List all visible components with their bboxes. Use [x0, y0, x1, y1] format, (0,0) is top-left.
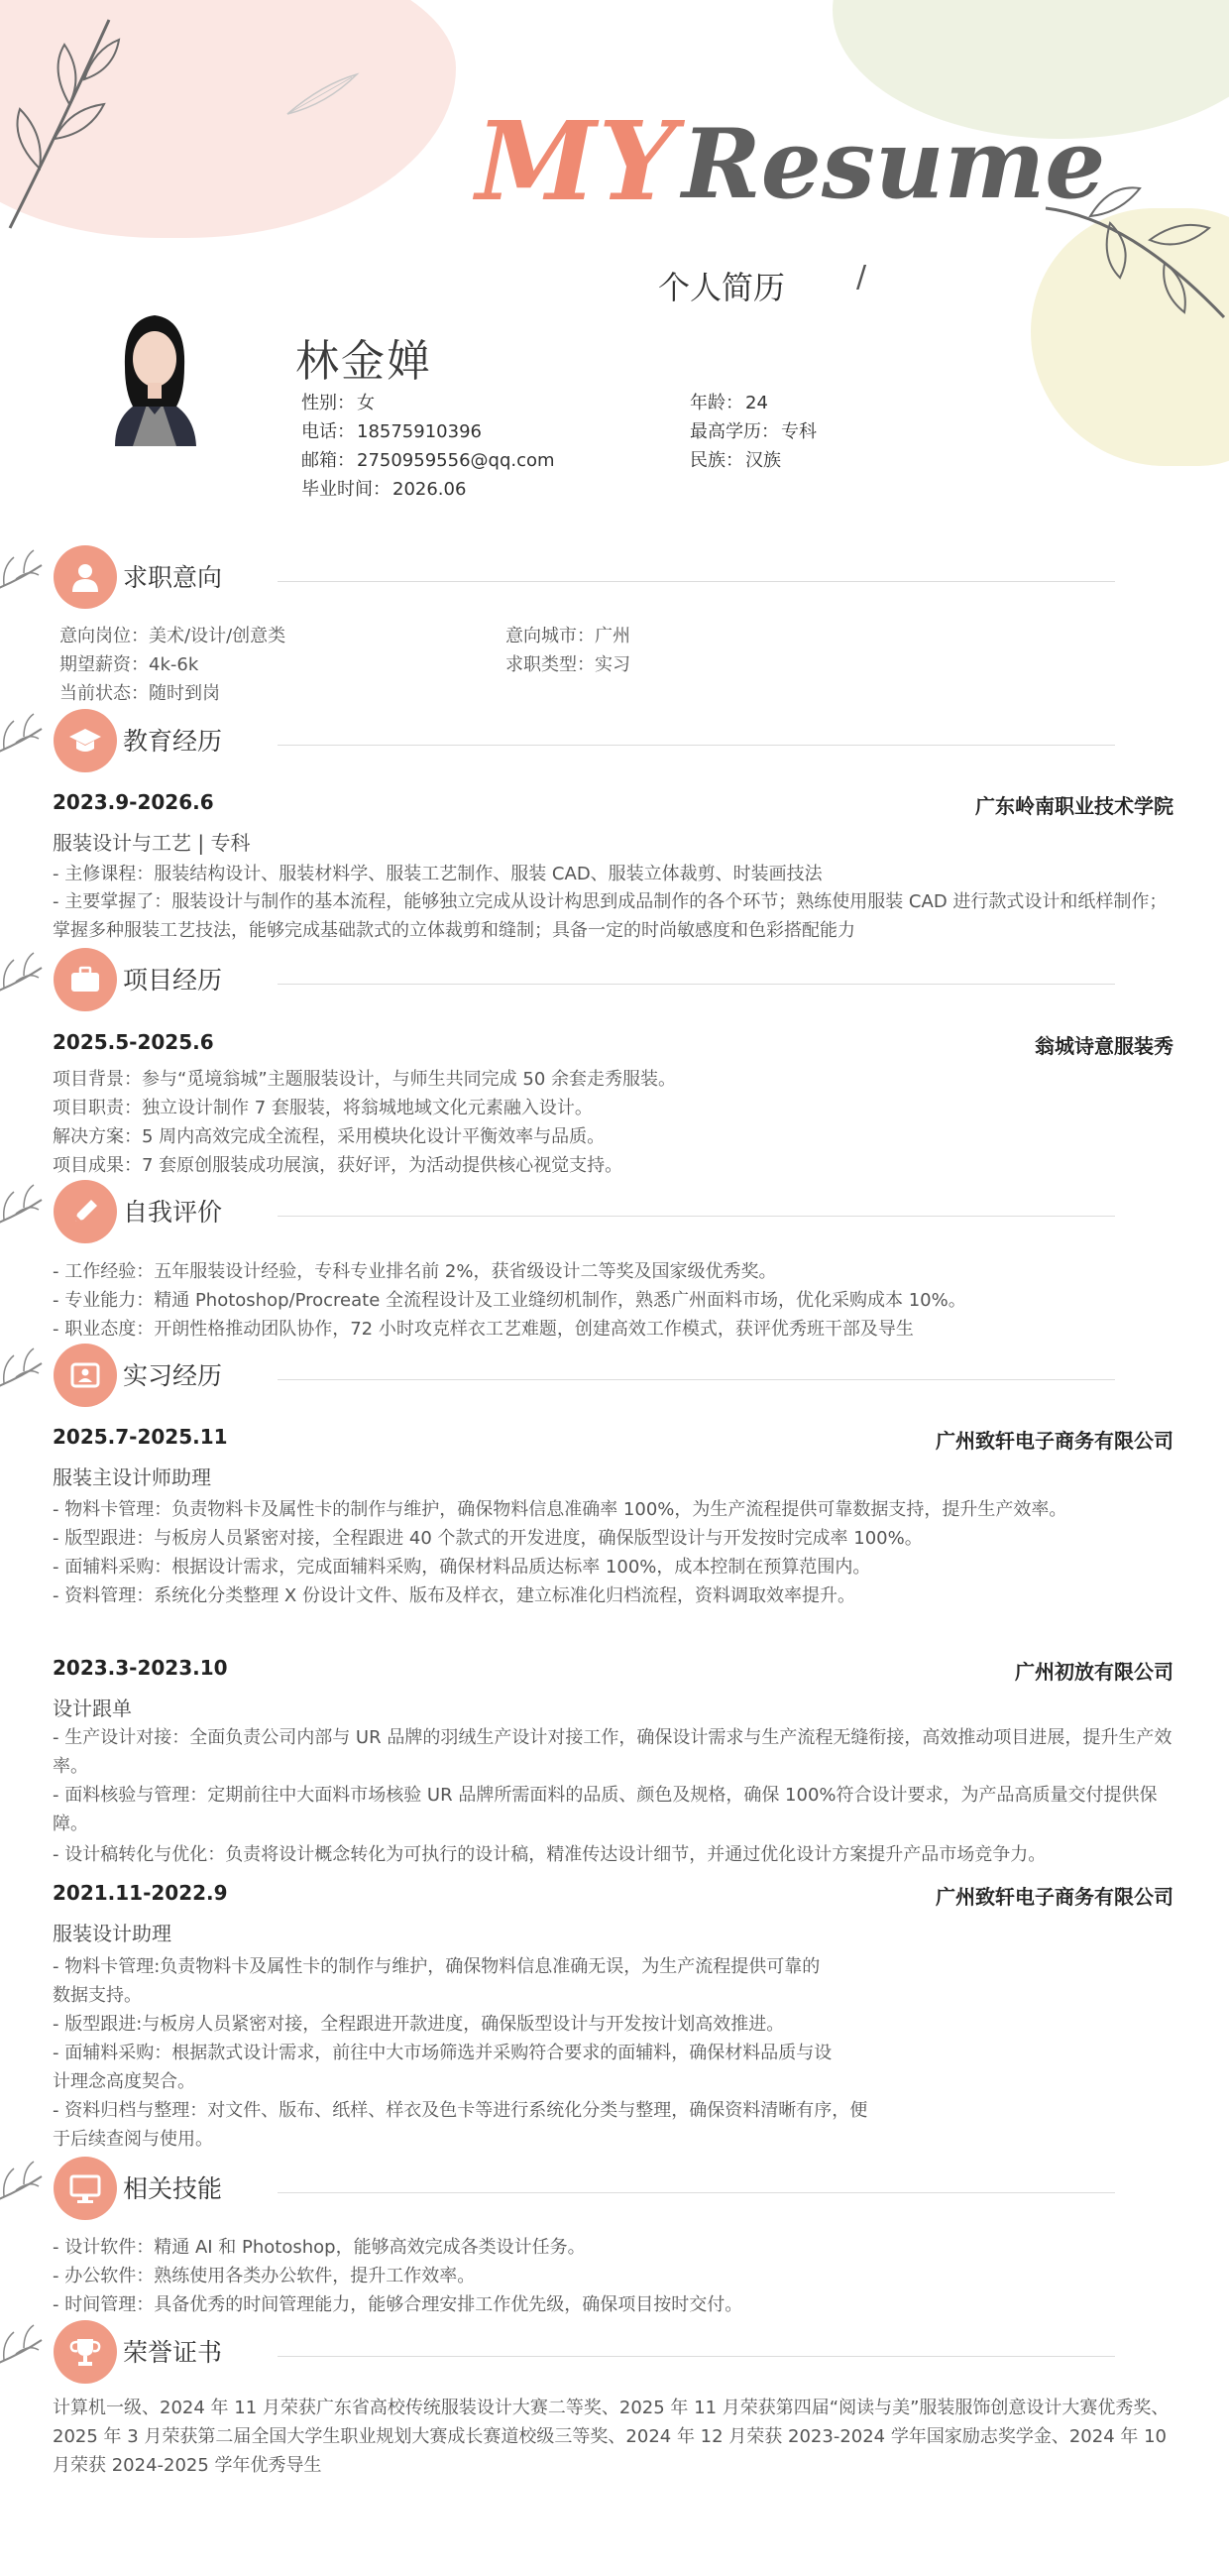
job-line: - 版型跟进:与板房人员紧密对接，全程跟进开款进度，确保版型设计与开发按计划高效推进。 [53, 2014, 785, 2035]
trophy-icon [67, 2334, 103, 2370]
education-school: 广东岭南职业技术学院 [975, 794, 1173, 818]
honors-text: 计算机一级、2024 年 11 月荣获广东省高校传统服装设计大赛二等奖、2025 年 11 月荣获第四届“阅读与美”服装服饰创意设计大赛优秀奖、2025 年 3 月荣获第二届全国大学生职业规划大赛成长赛道校级三等奖、2024 年 12 月荣获 2023-2024 学年国家励志奖学金、2024 年 10 月荣获 2024-2025 学年优秀导生 [53, 2398, 1170, 2476]
education-line: - 主要掌握了：服装设计与制作的基本流程，能够独立完成从设计构思到成品制作的各个环节；熟练使用服装 CAD 进行款式设计和纸样制作；掌握多种服装工艺技法，能够完成基础款式的立体裁剪和缝制；具备一定的时尚敏感度和色彩搭配能力 [53, 891, 1168, 941]
section-divider [278, 581, 1115, 582]
profile-edu [690, 417, 817, 443]
leaf-section-icon [0, 1180, 44, 1239]
intent-city [505, 622, 630, 647]
email-label: 邮箱： [301, 450, 355, 471]
title-resume: Resume [682, 108, 1106, 220]
leaf-decor-icon [0, 10, 129, 238]
job-date: 2021.11-2022.9 [53, 1881, 228, 1905]
job-date: 2025.7-2025.11 [53, 1425, 228, 1449]
section-title: 教育经历 [123, 727, 223, 756]
page-subtitle: 个人简历 [658, 269, 786, 306]
profile-grad [301, 475, 466, 501]
ethnic-value: 汉族 [745, 450, 781, 471]
project-org: 翁城诗意服装秀 [1035, 1034, 1173, 1058]
city-value: 广州 [595, 626, 630, 646]
self-section-icon-circle [54, 1180, 117, 1243]
age-value: 24 [745, 393, 768, 413]
profile-ethnic [690, 446, 781, 472]
section-title: 自我评价 [123, 1198, 223, 1227]
job-line: - 生产设计对接：全面负责公司内部与 UR 品牌的羽绒生产设计对接工作，确保设计需求与生产流程无缝衔接，高效推动项目进展，提升生产效率。 [53, 1727, 1173, 1777]
skills-line: - 设计软件：精通 AI 和 Photoshop，能够高效完成各类设计任务。 [53, 2237, 586, 2258]
job-line: - 资料归档与整理：对文件、版布、纸样、样衣及色卡等进行系统化分类与整理，确保资料清晰有序，便 [53, 2100, 868, 2121]
job-line: - 面辅料采购：根据款式设计需求，前往中大市场筛选并采购符合要求的面辅料，确保材料品质与设 [53, 2043, 833, 2063]
city-label: 意向城市： [505, 626, 595, 646]
project-line: 项目成果：7 套原创服装成功展演，获好评，为活动提供核心视觉支持。 [53, 1155, 623, 1176]
job-role: 设计跟单 [53, 1697, 132, 1720]
profile-name: 林金婵 [295, 336, 432, 387]
user-icon [67, 559, 103, 595]
salary-label: 期望薪资： [59, 654, 149, 675]
gender-value: 女 [357, 393, 375, 413]
gender-label: 性别： [301, 393, 355, 413]
graduation-cap-icon [67, 723, 103, 759]
project-line: 解决方案：5 周内高效完成全流程，采用模块化设计平衡效率与品质。 [53, 1126, 606, 1147]
job-date: 2023.3-2023.10 [53, 1656, 228, 1680]
position-value: 美术/设计/创意类 [149, 626, 286, 646]
edu-value: 专科 [781, 421, 817, 442]
profile-phone [301, 417, 482, 443]
leaf-section-icon [0, 2157, 44, 2216]
job-org: 广州初放有限公司 [1015, 1660, 1173, 1684]
intent-status [59, 679, 220, 705]
skills-line: - 时间管理：具备优秀的时间管理能力，能够合理安排工作优先级，确保项目按时交付。 [53, 2294, 743, 2315]
section-divider [278, 2356, 1115, 2357]
leaf-section-icon [0, 2320, 44, 2380]
edu-label: 最高学历： [690, 421, 779, 442]
job-line: - 资料管理：系统化分类整理 X 份设计文件、版布及样衣，建立标准化归档流程，资料调取效率提升。 [53, 1585, 855, 1606]
job-role: 服装设计助理 [53, 1922, 171, 1945]
section-title: 项目经历 [123, 966, 223, 995]
section-divider [278, 745, 1115, 746]
subtitle-slash: / [856, 260, 867, 294]
avatar [85, 297, 224, 446]
leaf-small-icon [282, 69, 362, 119]
skills-line: - 办公软件：熟练使用各类办公软件，提升工作效率。 [53, 2266, 476, 2286]
job-line: 于后续查阅与使用。 [53, 2129, 213, 2150]
intent-position [59, 622, 285, 647]
internship-section-icon-circle [54, 1344, 117, 1407]
section-title: 荣誉证书 [123, 2338, 223, 2367]
intent-section-icon-circle [54, 545, 117, 609]
job-line: 计理念高度契合。 [53, 2071, 195, 2092]
id-card-icon [67, 1357, 103, 1393]
intent-type [505, 650, 630, 676]
job-line: 数据支持。 [53, 1985, 142, 2006]
education-section-icon-circle [54, 709, 117, 772]
job-line: - 面料核验与管理：定期前往中大面料市场核验 UR 品牌所需面料的品质、颜色及规格，确保 100%符合设计要求，为产品高质量交付提供保障。 [53, 1785, 1158, 1834]
job-line: - 物料卡管理：负责物料卡及属性卡的制作与维护，确保物料信息准确率 100%，为生产流程提供可靠数据支持，提升生产效率。 [53, 1499, 1067, 1520]
profile-email [301, 446, 555, 472]
status-label: 当前状态： [59, 683, 149, 704]
job-line: - 版型跟进：与板房人员紧密对接，全程跟进 40 个款式的开发进度，确保版型设计与开发按时完成率 100%。 [53, 1528, 923, 1549]
job-org: 广州致轩电子商务有限公司 [936, 1429, 1173, 1453]
ethnic-label: 民族： [690, 450, 743, 471]
section-divider [278, 1379, 1115, 1380]
title-my: MY [476, 97, 679, 225]
type-label: 求职类型： [505, 654, 595, 675]
briefcase-icon [67, 962, 103, 997]
section-title: 相关技能 [123, 2174, 223, 2203]
project-date: 2025.5-2025.6 [53, 1030, 214, 1054]
self-line: - 职业态度：开朗性格推动团队协作，72 小时攻克样衣工艺难题，创建高效工作模式，获评优秀班干部及导生 [53, 1319, 914, 1340]
phone-value: 18575910396 [357, 421, 482, 442]
section-title: 求职意向 [123, 563, 223, 592]
leaf-section-icon [0, 545, 44, 605]
salary-value: 4k-6k [149, 654, 199, 675]
section-divider [278, 984, 1115, 985]
leaf-section-icon [0, 1344, 44, 1403]
self-line: - 工作经验：五年服装设计经验，专科专业排名前 2%，获省级设计二等奖及国家级优秀奖。 [53, 1261, 777, 1282]
email-value: 2750959556@qq.com [357, 450, 555, 471]
project-line: 项目职责：独立设计制作 7 套服装，将翁城地域文化元素融入设计。 [53, 1098, 593, 1118]
education-line: - 主修课程：服装结构设计、服装材料学、服装工艺制作、服装 CAD、服装立体裁剪、时装画技法 [53, 864, 823, 884]
education-major: 服装设计与工艺 | 专科 [53, 831, 251, 855]
self-line: - 专业能力：精通 Photoshop/Procreate 全流程设计及工业缝纫机制作，熟悉广州面料市场，优化采购成本 10%。 [53, 1290, 966, 1311]
section-divider [278, 2192, 1115, 2193]
age-label: 年龄： [690, 393, 743, 413]
job-line: - 设计稿转化与优化：负责将设计概念转化为可执行的设计稿，精准传达设计细节，并通过优化设计方案提升产品市场竞争力。 [53, 1844, 1047, 1865]
intent-salary [59, 650, 198, 676]
section-title: 实习经历 [123, 1361, 223, 1390]
pen-icon [67, 1194, 103, 1229]
monitor-icon [67, 2170, 103, 2206]
grad-value: 2026.06 [392, 479, 467, 500]
position-label: 意向岗位： [59, 626, 149, 646]
profile-age [690, 389, 768, 414]
profile-gender [301, 389, 375, 414]
leaf-section-icon [0, 948, 44, 1007]
type-value: 实习 [595, 654, 630, 675]
project-line: 项目背景：参与“觅境翁城”主题服装设计，与师生共同完成 50 余套走秀服装。 [53, 1069, 676, 1090]
section-divider [278, 1216, 1115, 1217]
job-line: - 面辅料采购：根据设计需求，完成面辅料采购，确保材料品质达标率 100%，成本控制在预算范围内。 [53, 1557, 871, 1578]
education-date: 2023.9-2026.6 [53, 790, 214, 814]
job-role: 服装主设计师助理 [53, 1465, 211, 1489]
status-value: 随时到岗 [149, 683, 220, 704]
phone-label: 电话： [301, 421, 355, 442]
job-line: - 物料卡管理:负责物料卡及属性卡的制作与维护，确保物料信息准确无误，为生产流程提供可靠的 [53, 1956, 821, 1977]
skills-section-icon-circle [54, 2157, 117, 2220]
honors-section-icon-circle [54, 2320, 117, 2384]
grad-label: 毕业时间： [301, 479, 391, 500]
project-section-icon-circle [54, 948, 117, 1011]
job-org: 广州致轩电子商务有限公司 [936, 1885, 1173, 1909]
leaf-section-icon [0, 709, 44, 768]
